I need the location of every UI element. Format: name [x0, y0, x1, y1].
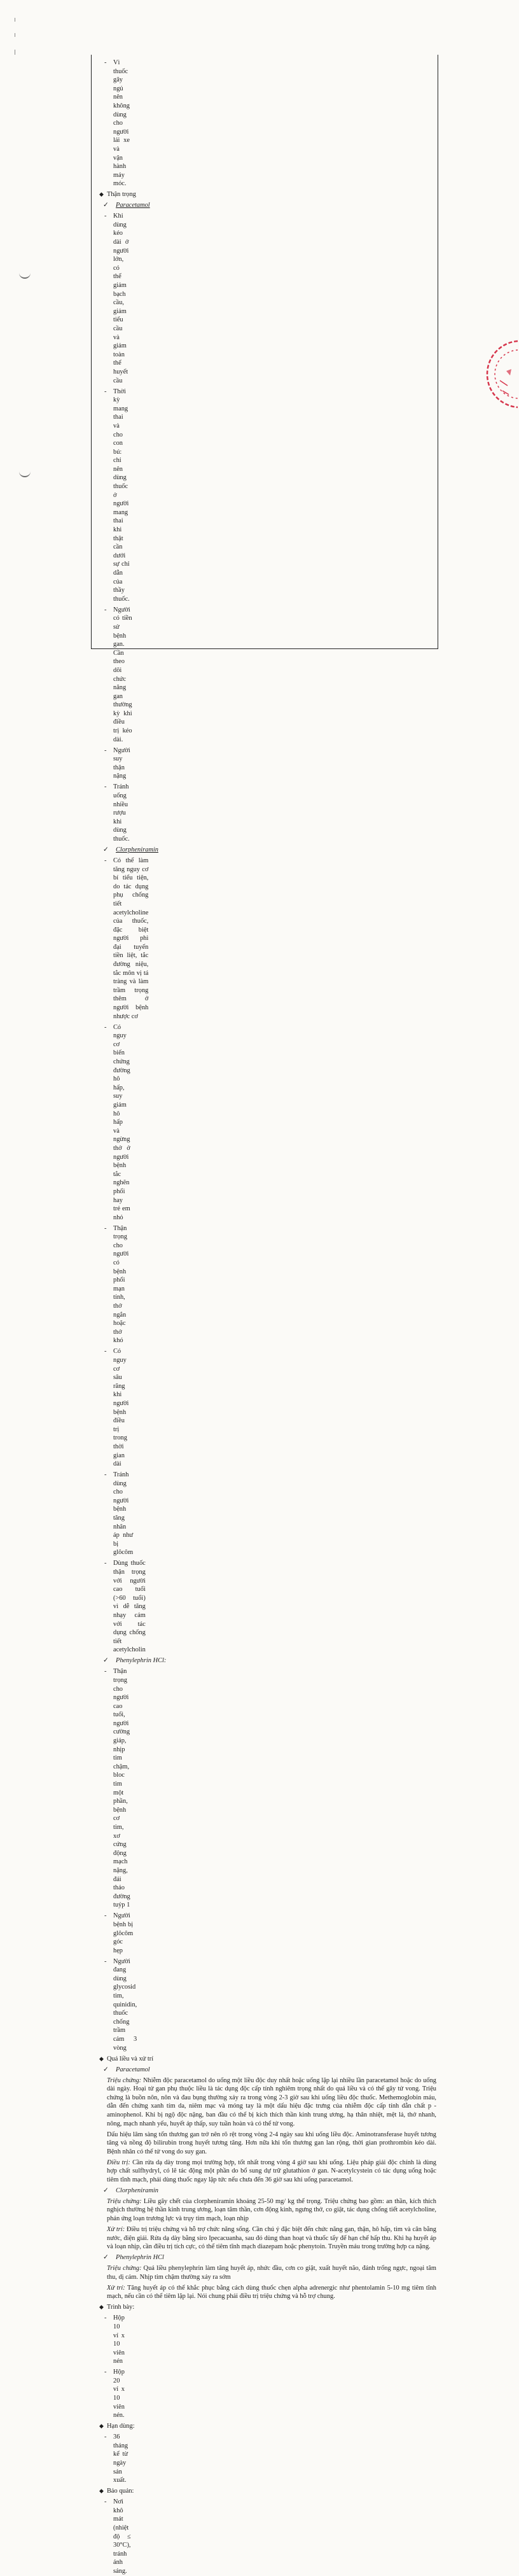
list-item-text: Có nguy cơ biến chứng đường hô hấp, suy giảm hô hấp và ngừng thở ở người bệnh tắc nghẽn phổi hay trẻ em nhỏ: [113, 1023, 130, 1221]
diamond-bullet-icon: ◆: [99, 191, 104, 198]
dash-bullet-icon: -: [104, 213, 107, 220]
list-item: [99, 1224, 129, 1345]
red-stamp-fragment: [481, 336, 519, 412]
list-item-text: Hộp 10 vỉ x 10 viên nén: [113, 2314, 125, 2365]
paragraph-text: [107, 2225, 436, 2251]
list-item-text: Khi dùng kéo dài ở người lớn, có thể giảm bạch cầu, giảm tiểu cầu và giảm toàn thể huyết cầu: [113, 213, 129, 384]
list-item-text: Người bệnh bị glôcôm góc hẹp: [113, 1912, 134, 1954]
paragraph-body: Tăng huyết áp có thể khắc phục bằng cách dùng thuốc chẹn alpha adrenergic như phentolamin 5-10 mg tiêm tĩnh mạch, nếu cần có thể tiêm lặp lại. Nói chung phải điều trị triệu chứng và hỗ trợ chung.: [107, 2284, 436, 2300]
drug-name: Phenylephrin HCl: [116, 2254, 164, 2262]
paragraph-body: Nhiễm độc paracetamol do uống một liều độc duy nhất hoặc uống lặp lại nhiều lần paracetamol hoặc do uống dài ngày. Hoại tử gan phụ thuộc liều là tác dụng độc cấp tính nghiêm trọng nhất do quá liều và có thể gây tử vong. Triệu chứng là buồn nôn, nôn và đau bụng thường xảy ra trong vòng 2-3 giờ sau khi uống liều độc thuốc. Methemoglobin máu, dẫn đến chứng xanh tím da, niêm mạc và móng tay là một dấu hiệu đặc trưng của nhiễm độc cấp tính dẫn chất p - aminophenol. Khi bị ngộ độc nặng, ban đầu có thể bị kích thích thần kinh trung ương, hạ thân nhiệt, mệt lả, thở nhanh, nông, mạch nhanh yếu, huyết áp thấp, suy tuần hoàn và có thể tử vong.: [107, 2076, 436, 2127]
diamond-bullet-icon: ◆: [99, 2304, 104, 2311]
check-mark-icon: ✓: [103, 2066, 109, 2073]
section-title: Hạn dùng:: [107, 2423, 135, 2430]
dash-bullet-icon: -: [104, 1668, 107, 1676]
drug-name: Clorpheniramin: [116, 2187, 158, 2194]
check-mark-icon: ✓: [103, 2187, 109, 2194]
dash-bullet-icon: -: [104, 1471, 107, 1479]
paragraph-body: Cần rửa dạ dày trong mọi trường hợp, tốt nhất trong vòng 4 giờ sau khi uống. Liệu pháp giải độc chính là dùng hợp chất sulfhydryl, có lẽ tác động một phần do bổ sung dự trữ glutathion ở gan. N-acetylcystein có tác dụng uống hoặc tiêm tĩnh mạch, phải dùng thuốc ngay lập tức nếu chưa đến 36 giờ sau khi uống paracetamol.: [107, 2159, 437, 2183]
list-item: [99, 1667, 130, 1910]
section-heading: [99, 2055, 436, 2064]
list-item-text: Có thể làm tăng nguy cơ bí tiểu tiện, do tác dụng phụ chống tiết acetylcholine của thuốc, đặc biệt người phì đại tuyến tiền liệt, tắc đường niệu, tắc môn vị tá tràng và làm trầm trọng thêm ở người bệnh nhược cơ: [113, 857, 149, 1020]
dash-bullet-icon: -: [104, 1560, 107, 1567]
section-title: Thận trọng: [107, 191, 136, 199]
paragraph: [99, 2197, 436, 2223]
section-heading: [99, 2487, 436, 2496]
paragraph-text: [107, 2159, 436, 2185]
list-item-text: Tránh dùng cho người bệnh tăng nhãn áp như bị glôcôm: [113, 1471, 134, 1557]
list-item: [99, 1471, 134, 1557]
paragraph-body: Quá liều phenylephrin làm tăng huyết áp, nhức đầu, cơn co giật, xuất huyết não, đánh trống ngực, ngoại tâm thu, dị cảm. Nhịp tim chậm thường xảy ra sớm: [107, 2265, 436, 2281]
drug-heading: [99, 2253, 436, 2262]
list-item: [99, 1559, 146, 1655]
dash-bullet-icon: -: [104, 2433, 107, 2441]
list-item: [99, 2314, 125, 2366]
drug-name: Paracetamol: [116, 202, 150, 209]
section-heading: [99, 2303, 436, 2312]
dash-bullet-icon: -: [104, 2498, 107, 2506]
check-mark-icon: ✓: [103, 2254, 109, 2262]
dash-bullet-icon: -: [104, 2369, 107, 2376]
section-title: Quá liều và xử trí: [107, 2055, 154, 2062]
section-title: Bảo quản:: [107, 2488, 134, 2495]
check-mark-icon: ✓: [103, 846, 109, 853]
dash-bullet-icon: -: [104, 606, 107, 613]
paragraph-body: Liều gây chết của clorpheniramin khoảng 25-50 mg/ kg thể trọng. Triệu chứng bao gồm: an thần, kích thích nghịch thường hệ thần kinh trung ương, loạn tâm thần, cơn động kinh, ngưng thở, co giật, tác dụng chống tiết acetylcholine, phản ứng loạn trương lực và trụy tim mạch, loạn nhịp: [107, 2197, 436, 2223]
paragraph: [99, 2264, 436, 2281]
list-item-text: Thận trọng cho người cao tuổi, người cường giáp, nhịp tim chậm, bloc tim một phần, bệnh cơ tim, xơ cứng động mạch nặng, đái tháo đường tuýp 1: [113, 1668, 130, 1909]
paragraph: [99, 2284, 436, 2301]
list-item-text: Vì thuốc gây ngủ nên không dùng cho người lái xe và vận hành máy móc.: [113, 59, 130, 188]
drug-heading: [99, 2187, 436, 2195]
list-item: [99, 2498, 131, 2575]
drug-heading: [99, 2066, 436, 2075]
dash-bullet-icon: -: [104, 1348, 107, 1355]
list-item: [99, 1347, 129, 1468]
dash-bullet-icon: -: [104, 2314, 107, 2322]
paragraph-label: Xử trí:: [107, 2226, 125, 2234]
section-heading: [99, 2422, 436, 2431]
list-item: [99, 746, 130, 781]
list-item: [99, 388, 130, 604]
list-item: [99, 1957, 137, 2053]
binder-hole-mark: [19, 271, 31, 279]
list-item: [99, 2368, 125, 2420]
list-item-text: Dùng thuốc thận trọng với người cao tuổi (>60 tuổi) vì dễ tăng nhạy cảm với tác dụng chống tiết acetylcholin: [113, 1560, 146, 1654]
dash-bullet-icon: -: [104, 783, 107, 791]
list-item: [99, 59, 130, 188]
list-item-text: Người suy thận nặng: [113, 746, 130, 780]
dash-bullet-icon: -: [104, 746, 107, 754]
drug-name: Phenylephrin HCl:: [116, 1657, 167, 1665]
paragraph-text: [107, 2284, 436, 2301]
paragraph-body: Điều trị triệu chứng và hỗ trợ chức năng sống. Cần chú ý đặc biệt đến chức năng gan, thận, hô hấp, tim và cân bằng nước, điện giải. Rửa dạ dày bằng siro Ipecacuanha, sau đó dùng than hoạt và thuốc tẩy để hạn chế hấp thu. Khi hạ huyết áp và loạn nhịp, cần điều trị tích cực, có thể tiêm tĩnh mạch diazepam hoặc phenytoin. Truyền máu trong trường hợp ca nặng.: [107, 2226, 436, 2251]
dash-bullet-icon: -: [104, 388, 107, 395]
list-item-text: Tránh uống nhiều rượu khi dùng thuốc.: [113, 783, 130, 843]
drug-name: Paracetamol: [116, 2066, 150, 2073]
paragraph-text: [107, 2131, 436, 2157]
dash-bullet-icon: -: [104, 1957, 107, 1965]
binder-hole-mark: [19, 470, 31, 477]
document-body: [99, 59, 436, 2576]
paragraph-label: Triệu chứng:: [107, 2265, 142, 2272]
section-title: Trình bày:: [107, 2304, 135, 2311]
list-item-text: Nơi khô mát (nhiệt độ ≤ 30°C), tránh ánh sáng.: [113, 2498, 131, 2575]
list-item-text: Thận trọng cho người có bệnh phổi mạn tính, thở ngắn hoặc thở khó: [113, 1224, 129, 1345]
list-item-text: Người đang dùng glycosid tim, quinidin, thuốc chống trầm cảm 3 vòng: [113, 1957, 137, 2052]
drug-name: Clorpheniramin: [116, 846, 158, 853]
paragraph-label: Xử trí:: [107, 2284, 125, 2292]
paragraph: [99, 2225, 436, 2251]
paragraph-text: [107, 2264, 436, 2281]
drug-heading: [99, 201, 436, 210]
dash-bullet-icon: -: [104, 59, 107, 66]
list-item-text: Hộp 20 vỉ x 10 viên nén.: [113, 2369, 125, 2419]
drug-heading: [99, 846, 436, 855]
list-item-text: Thời kỳ mang thai và cho con bú: chỉ nên dùng thuốc ở người mang thai khi thật cần dưới sự chỉ dẫn của thầy thuốc.: [113, 388, 130, 603]
list-item-text: 36 tháng kể từ ngày sản xuất.: [113, 2433, 128, 2484]
list-item: [99, 1912, 134, 1955]
list-item: [99, 1023, 130, 1222]
paragraph: [99, 2076, 436, 2129]
list-item-text: Có nguy cơ sâu răng khi người bệnh điều trị trong thời gian dài: [113, 1348, 129, 1468]
list-item-text: Người có tiền sử bệnh gan. Cần theo dõi chức năng gan thường kỳ khi điều trị kéo dài.: [113, 606, 132, 743]
paragraph-label: Điều trị:: [107, 2159, 130, 2166]
list-item: [99, 2433, 128, 2485]
paragraph-text: [107, 2197, 436, 2223]
diamond-bullet-icon: ◆: [99, 2423, 104, 2430]
drug-heading: [99, 1656, 436, 1665]
paragraph-label: Triệu chứng:: [107, 2076, 142, 2084]
check-mark-icon: ✓: [103, 202, 109, 209]
scan-edge-mark: [14, 18, 16, 62]
list-item: [99, 857, 149, 1021]
section-heading: [99, 190, 436, 199]
paragraph-text: [107, 2076, 436, 2129]
diamond-bullet-icon: ◆: [99, 2488, 104, 2495]
dash-bullet-icon: -: [104, 1023, 107, 1031]
dash-bullet-icon: -: [104, 1912, 107, 1920]
check-mark-icon: ✓: [103, 1657, 109, 1665]
dash-bullet-icon: -: [104, 1224, 107, 1232]
paragraph: [99, 2159, 436, 2185]
list-item: [99, 212, 129, 385]
paragraph: [99, 2131, 436, 2157]
diamond-bullet-icon: ◆: [99, 2055, 104, 2062]
dash-bullet-icon: -: [104, 857, 107, 864]
paragraph-label: Triệu chứng:: [107, 2197, 142, 2205]
list-item: [99, 783, 130, 843]
list-item: [99, 606, 132, 745]
paragraph-body: Dấu hiệu lâm sàng tổn thương gan trở nên rõ rệt trong vòng 2-4 ngày sau khi uống liều độc. Aminotransferase huyết tương tăng và nồng độ bilirubin trong huyết tương tăng. Hơn nữa khi tổn thương gan lan rộng, thời gian prothrombin kéo dài. Bệnh nhân có thể tử vong do suy gan.: [107, 2131, 436, 2155]
